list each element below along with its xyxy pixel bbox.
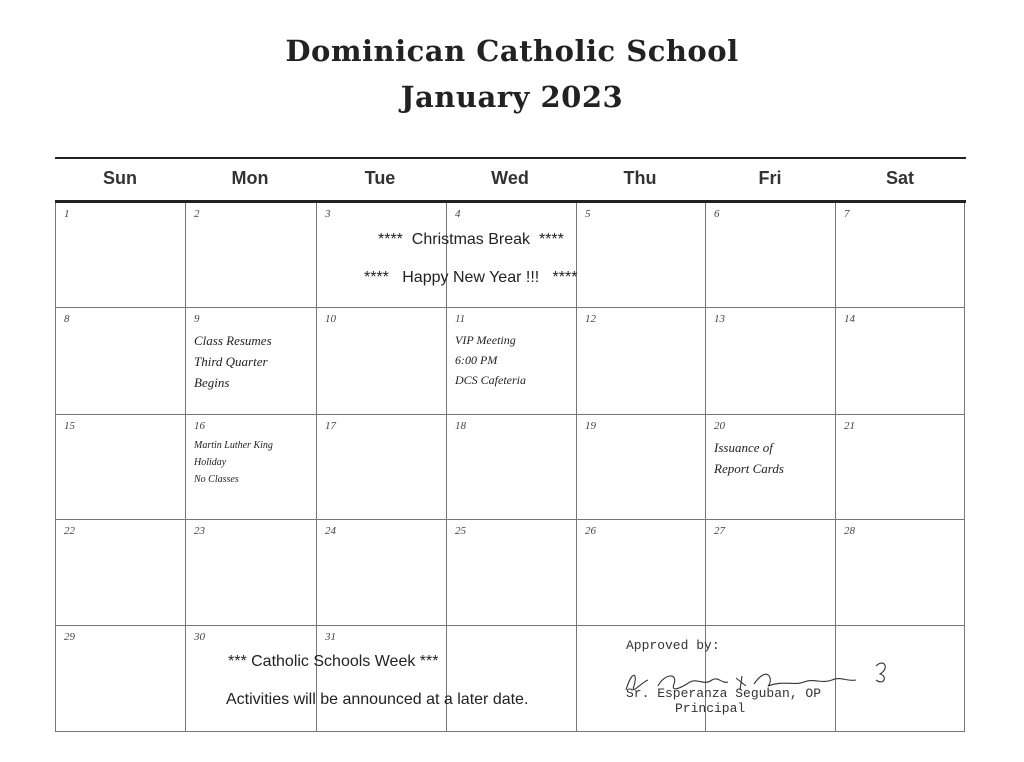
day-number: 2 bbox=[194, 208, 200, 220]
approved-by-label: Approved by: bbox=[626, 638, 720, 653]
day-cell bbox=[706, 308, 836, 415]
event-line: 6:00 PM bbox=[455, 353, 498, 367]
day-cell bbox=[56, 308, 186, 415]
day-cell bbox=[186, 626, 317, 731]
day-cell bbox=[836, 520, 965, 626]
day-cell bbox=[836, 415, 965, 520]
day-number: 9 bbox=[194, 313, 200, 325]
day-number: 29 bbox=[64, 631, 75, 643]
event-line: Holiday bbox=[194, 457, 227, 468]
day-cell bbox=[317, 626, 447, 731]
day-cell bbox=[186, 520, 317, 626]
day-number: 25 bbox=[455, 525, 466, 537]
day-number: 4 bbox=[455, 208, 461, 220]
day-number: 3 bbox=[325, 208, 331, 220]
day-cell bbox=[447, 626, 577, 731]
day-cell bbox=[317, 520, 447, 626]
christmas-break-banner: **** Christmas Break **** bbox=[378, 231, 564, 248]
day-events bbox=[194, 330, 312, 393]
day-number: 10 bbox=[325, 313, 336, 325]
day-events bbox=[714, 437, 831, 479]
day-cell bbox=[186, 415, 317, 520]
day-cell bbox=[577, 520, 706, 626]
day-cell bbox=[56, 626, 186, 731]
day-number: 21 bbox=[844, 420, 855, 432]
day-number: 17 bbox=[325, 420, 336, 432]
event-line: VIP Meeting bbox=[455, 333, 516, 347]
day-number: 15 bbox=[64, 420, 75, 432]
day-cell bbox=[706, 415, 836, 520]
day-number: 26 bbox=[585, 525, 596, 537]
day-number: 5 bbox=[585, 208, 591, 220]
school-name: Dominican Catholic School bbox=[285, 34, 739, 68]
day-number: 14 bbox=[844, 313, 855, 325]
day-number: 20 bbox=[714, 420, 725, 432]
day-cell bbox=[317, 203, 447, 308]
day-cell bbox=[447, 308, 577, 415]
day-cell bbox=[56, 520, 186, 626]
event-line: Issuance of bbox=[714, 440, 773, 455]
day-number: 27 bbox=[714, 525, 725, 537]
month-title: January 2023 bbox=[400, 80, 624, 114]
day-name-tue: Tue bbox=[364, 168, 396, 188]
day-number: 28 bbox=[844, 525, 855, 537]
day-number: 18 bbox=[455, 420, 466, 432]
day-cell bbox=[447, 203, 577, 308]
day-cell bbox=[56, 415, 186, 520]
day-name-thu: Thu bbox=[623, 168, 657, 188]
day-cell bbox=[447, 415, 577, 520]
header-top-rule bbox=[55, 157, 966, 159]
day-cell bbox=[447, 520, 577, 626]
day-cell bbox=[836, 308, 965, 415]
activities-note: Activities will be announced at a later date. bbox=[226, 691, 529, 708]
day-number: 1 bbox=[64, 208, 70, 220]
day-number: 19 bbox=[585, 420, 596, 432]
day-number: 12 bbox=[585, 313, 596, 325]
day-name-sun: Sun bbox=[103, 168, 137, 188]
day-cell bbox=[56, 203, 186, 308]
day-name-fri: Fri bbox=[758, 168, 782, 188]
principal-title: Principal bbox=[675, 701, 746, 716]
new-year-banner: **** Happy New Year !!! **** bbox=[364, 269, 578, 286]
day-cell bbox=[317, 415, 447, 520]
day-number: 24 bbox=[325, 525, 336, 537]
event-line: Report Cards bbox=[714, 461, 784, 476]
day-number: 13 bbox=[714, 313, 725, 325]
day-cell bbox=[577, 308, 706, 415]
schools-week-banner: *** Catholic Schools Week *** bbox=[228, 653, 439, 670]
event-line: Class Resumes bbox=[194, 333, 272, 348]
day-name-mon: Mon bbox=[231, 168, 269, 188]
day-cell bbox=[706, 203, 836, 308]
event-line: No Classes bbox=[194, 474, 239, 485]
day-number: 7 bbox=[844, 208, 850, 220]
event-line: Third Quarter bbox=[194, 354, 268, 369]
day-cell bbox=[317, 308, 447, 415]
day-number: 30 bbox=[194, 631, 205, 643]
day-cell bbox=[186, 203, 317, 308]
day-cell bbox=[577, 203, 706, 308]
day-number: 11 bbox=[455, 313, 466, 325]
day-name-wed: Wed bbox=[491, 168, 529, 188]
event-line: Martin Luther King bbox=[194, 440, 273, 451]
day-cell bbox=[706, 520, 836, 626]
day-cell bbox=[836, 203, 965, 308]
principal-name: Sr. Esperanza Seguban, OP bbox=[626, 686, 822, 701]
event-line: DCS Cafeteria bbox=[455, 373, 526, 387]
day-events bbox=[194, 437, 312, 488]
day-number: 31 bbox=[325, 631, 336, 643]
day-number: 6 bbox=[714, 208, 720, 220]
event-line: Begins bbox=[194, 375, 230, 390]
day-number: 8 bbox=[64, 313, 70, 325]
day-cell bbox=[577, 415, 706, 520]
day-cell bbox=[186, 308, 317, 415]
day-number: 16 bbox=[194, 420, 205, 432]
day-events bbox=[455, 330, 572, 390]
day-number: 23 bbox=[194, 525, 205, 537]
day-name-sat: Sat bbox=[885, 168, 914, 188]
day-number: 22 bbox=[64, 525, 75, 537]
